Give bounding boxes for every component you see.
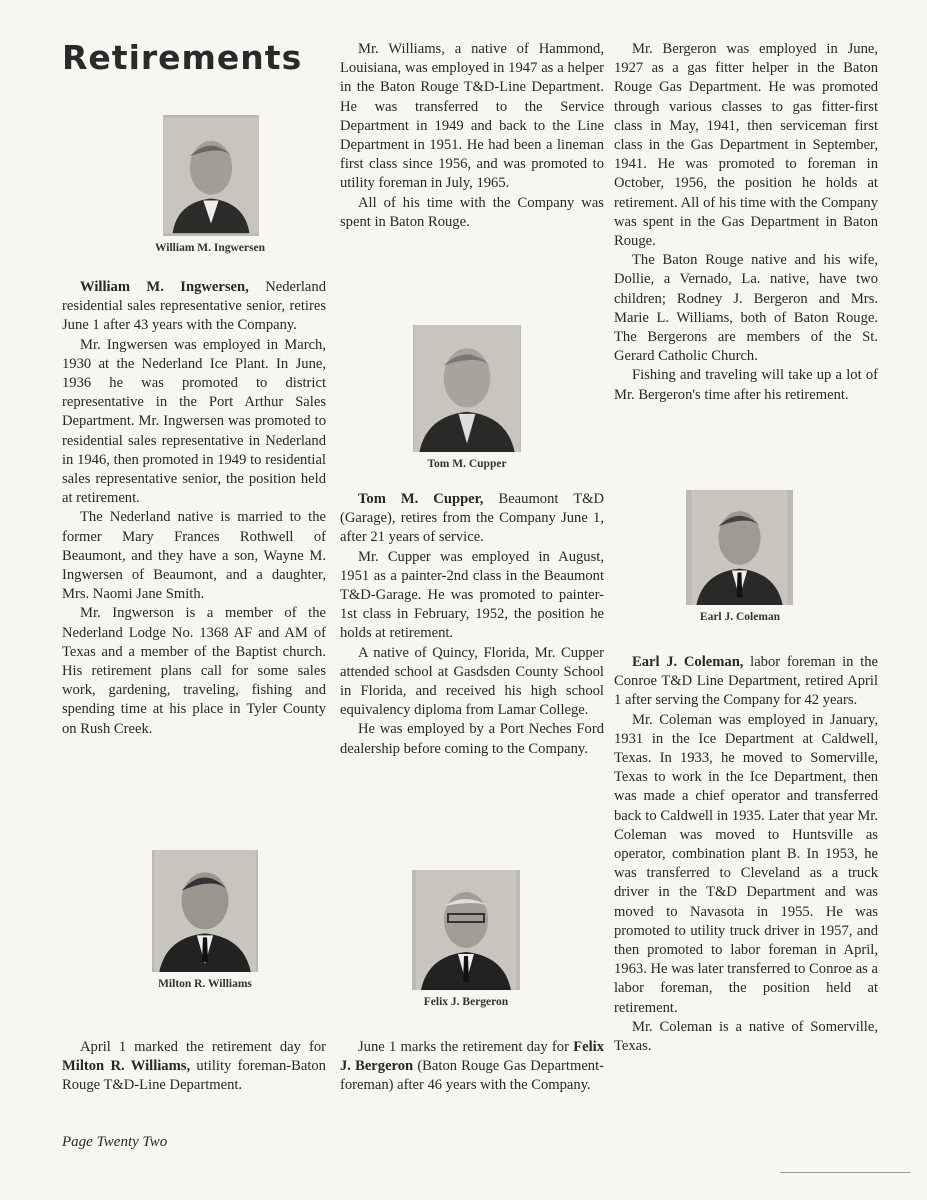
article-bergeron-intro <box>340 1038 604 1096</box>
retiree-name: Felix J. Bergeron <box>340 1039 604 1075</box>
paragraph: He was employed by a Port Neches Ford dealership before coming to the Company. <box>340 721 604 757</box>
article-williams-intro <box>62 1038 326 1096</box>
photo-caption: Earl J. Coleman <box>699 611 781 623</box>
portrait-photo-coleman <box>686 490 793 605</box>
paragraph <box>62 1038 326 1096</box>
text: labor foreman in the Conroe T&D Line Department, retired April 1 after serving the Company for 42 years. <box>614 654 878 709</box>
page-number: Page Twenty Two <box>62 1134 168 1150</box>
paragraph: A native of Quincy, Florida, Mr. Cupper attended school at Gasdsden County School in Florida, and received his high school equivalency diploma from Lamar College. <box>340 644 604 719</box>
paragraph <box>340 490 604 548</box>
paragraph: The Nederland native is married to the former Mary Frances Rothwell of Beaumont, and they have a son, Wayne M. Ingwersen of Beaumont, and a daughter, Mrs. Naomi Jane Smith. <box>62 509 326 603</box>
text: Beaumont T&D (Garage), retires from the Company June 1, after 21 years of service. <box>340 491 605 546</box>
portrait-photo-cupper <box>413 325 521 452</box>
portrait-photo-ingwersen <box>163 115 259 236</box>
text: April 1 marked the retirement day for <box>80 1039 326 1055</box>
photo-caption: William M. Ingwersen <box>155 242 265 254</box>
page-title: Retirements <box>62 38 303 77</box>
text: Nederland residential sales representative senior, retires June 1 after 43 years with the Company. <box>62 279 326 334</box>
paragraph: The Baton Rouge native and his wife, Dollie, a Vernado, La. native, have two children; Rodney J. Bergeron and Mrs. Marie L. Williams, both of Baton Rouge. The Bergerons are members of the St. Gerard Catholic Church. <box>614 252 878 365</box>
paragraph <box>614 653 878 711</box>
paragraph <box>340 1038 604 1096</box>
retiree-name: Milton R. Williams, <box>62 1058 191 1075</box>
paragraph: Mr. Williams, a native of Hammond, Louisiana, was employed in 1947 as a helper in the Baton Rouge T&D-Line Department. He was transferred to the Service Department in 1949 and back to the Line Department in 1951. He had been a lineman first class since 1956, and was promoted to utility foreman in July, 1965. <box>340 41 604 192</box>
text: (Baton Rouge Gas Department-foreman) after 46 years with the Company. <box>340 1058 605 1094</box>
paragraph: Mr. Cupper was employed in August, 1951 as a painter-2nd class in the Beaumont T&D-Garage. He was promoted to painter-1st class in February, 1952, the position he holds at retirement. <box>340 548 604 642</box>
photo-caption: Milton R. Williams <box>158 978 252 990</box>
paragraph: Fishing and traveling will take up a lot of Mr. Bergeron's time after his retirement. <box>614 367 878 403</box>
portrait-photo-bergeron <box>412 870 520 990</box>
photo-caption: Tom M. Cupper <box>427 458 507 470</box>
retiree-name: Tom M. Cupper, <box>358 491 484 507</box>
paragraph: Mr. Coleman was employed in January, 1931 in the Ice Department at Caldwell, Texas. In 1933, he moved to Somerville, Texas to work in the Ice Department, then was made a chief operator and transferred back to Caldwell in 1935. Later that year Mr. Coleman was moved to Huntsville as operator, combination plant B. In 1953, he was transferred to Cleveland as a truck driver in the T&D Department and was moved to Navasota in 1955. He was promoted to utility truck driver in 1957, and then promoted to labor foreman in April, 1963. He was later transferred to Conroe as a labor foreman, the position held at retirement. <box>614 711 878 1016</box>
text: utility foreman-Baton Rouge T&D-Line Department. <box>62 1058 326 1094</box>
paragraph: All of his time with the Company was spent in Baton Rouge. <box>340 194 604 230</box>
article-coleman <box>614 653 878 1056</box>
paragraph: Mr. Ingwersen was employed in March, 1930 at the Nederland Ice Plant. In June, 1936 he was promoted to district representative in the Port Arthur Sales Department. Mr. Ingwersen was promoted to residential sales representative in Nederland in 1946, then promoted in 1949 to residential sales representative senior, the position held at retirement. <box>62 336 326 507</box>
retiree-name: Earl J. Coleman, <box>632 654 744 670</box>
divider <box>780 1172 910 1173</box>
article-ingwersen <box>62 278 326 739</box>
paragraph <box>62 278 326 336</box>
paragraph: Mr. Ingwerson is a member of the Nederland Lodge No. 1368 AF and AM of Texas and a member of the Baptist church. His retirement plans call for some sales work, gardening, traveling, fishing and spending time at his place in Tyler County on Rush Creek. <box>62 605 326 737</box>
article-cupper <box>340 490 604 759</box>
text: June 1 marks the retirement day for <box>358 1039 574 1055</box>
article-williams <box>340 40 604 232</box>
paragraph: Mr. Coleman is a native of Somerville, Texas. <box>614 1018 878 1055</box>
retiree-name: William M. Ingwersen, <box>80 279 249 295</box>
article-bergeron <box>614 40 878 405</box>
portrait-photo-williams <box>152 850 258 972</box>
photo-caption: Felix J. Bergeron <box>423 996 509 1008</box>
paragraph: Mr. Bergeron was employed in June, 1927 as a gas fitter helper in the Baton Rouge Gas Department. He was promoted through various classes to gas fitter-first class in May, 1941, then serviceman first class in the Gas Department in September, 1941. He was promoted to foreman in October, 1956, the position he holds at retirement. All of his time with the Company was spent in the Gas Department in Baton Rouge. <box>614 41 878 250</box>
